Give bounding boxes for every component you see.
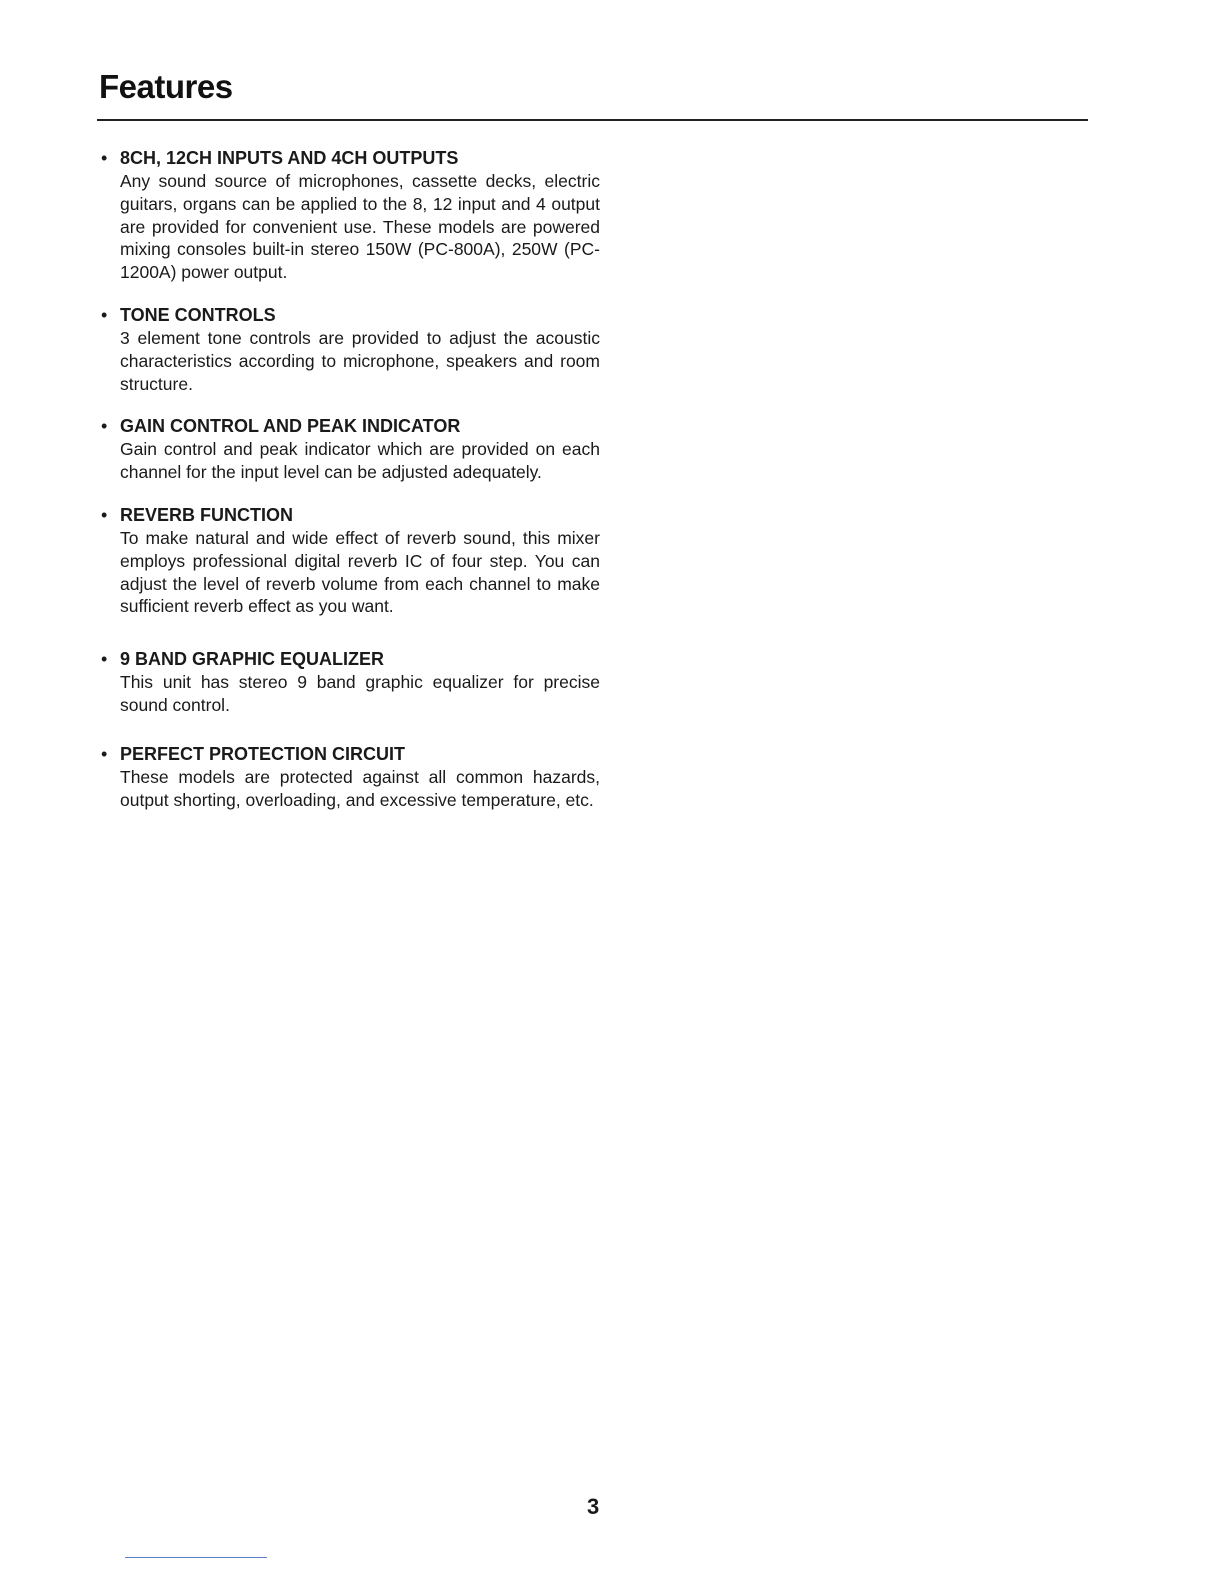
- feature-heading: 9 BAND GRAPHIC EQUALIZER: [120, 649, 385, 670]
- bullet: •: [101, 743, 108, 764]
- feature-heading: 8CH, 12CH INPUTS AND 4CH OUTPUTS: [120, 148, 459, 168]
- feature-body: Gain control and peak indicator which are provided on each channel for the input level can be adjusted adequately.: [120, 439, 600, 483]
- title-divider: [97, 119, 1088, 121]
- bullet: •: [101, 304, 108, 325]
- feature-list: [100, 147, 600, 811]
- page-number: 3: [587, 1494, 600, 1519]
- feature-item: [100, 648, 600, 717]
- feature-body: Any sound source of microphones, cassette decks, electric guitars, organs can be applied to the 8, 12 input and 4 output are provided for convenient use. These models are powered mixing consoles built-in stereo 150W (PC-800A), 250W (PC-1200A) power output.: [120, 171, 600, 283]
- feature-heading: PERFECT PROTECTION CIRCUIT: [120, 743, 406, 764]
- feature-body: These models are protected against all common hazards, output shorting, overloading, and excessive temperature, etc.: [120, 766, 600, 810]
- feature-body: This unit has stereo 9 band graphic equalizer for precise sound control.: [120, 672, 600, 715]
- feature-item: [100, 415, 600, 484]
- feature-heading: GAIN CONTROL AND PEAK INDICATOR: [120, 416, 461, 437]
- page-title: Features: [99, 68, 233, 105]
- feature-body: To make natural and wide effect of reverb sound, this mixer employs professional digital reverb IC of four step. You can adjust the level of reverb volume from each channel to make sufficient reverb effect as you want.: [120, 527, 600, 617]
- bullet: •: [101, 416, 108, 437]
- feature-item: [100, 147, 600, 284]
- bullet: •: [101, 504, 108, 525]
- bullet: •: [101, 649, 108, 670]
- feature-body: 3 element tone controls are provided to adjust the acoustic characteristics according to microphone, speakers and room structure.: [120, 327, 600, 394]
- feature-item: [100, 504, 600, 618]
- feature-item: [100, 304, 600, 395]
- feature-item: [100, 743, 600, 812]
- feature-heading: REVERB FUNCTION: [120, 504, 294, 525]
- footer-divider: [125, 1557, 267, 1558]
- bullet: •: [101, 148, 108, 168]
- feature-heading: TONE CONTROLS: [120, 304, 276, 325]
